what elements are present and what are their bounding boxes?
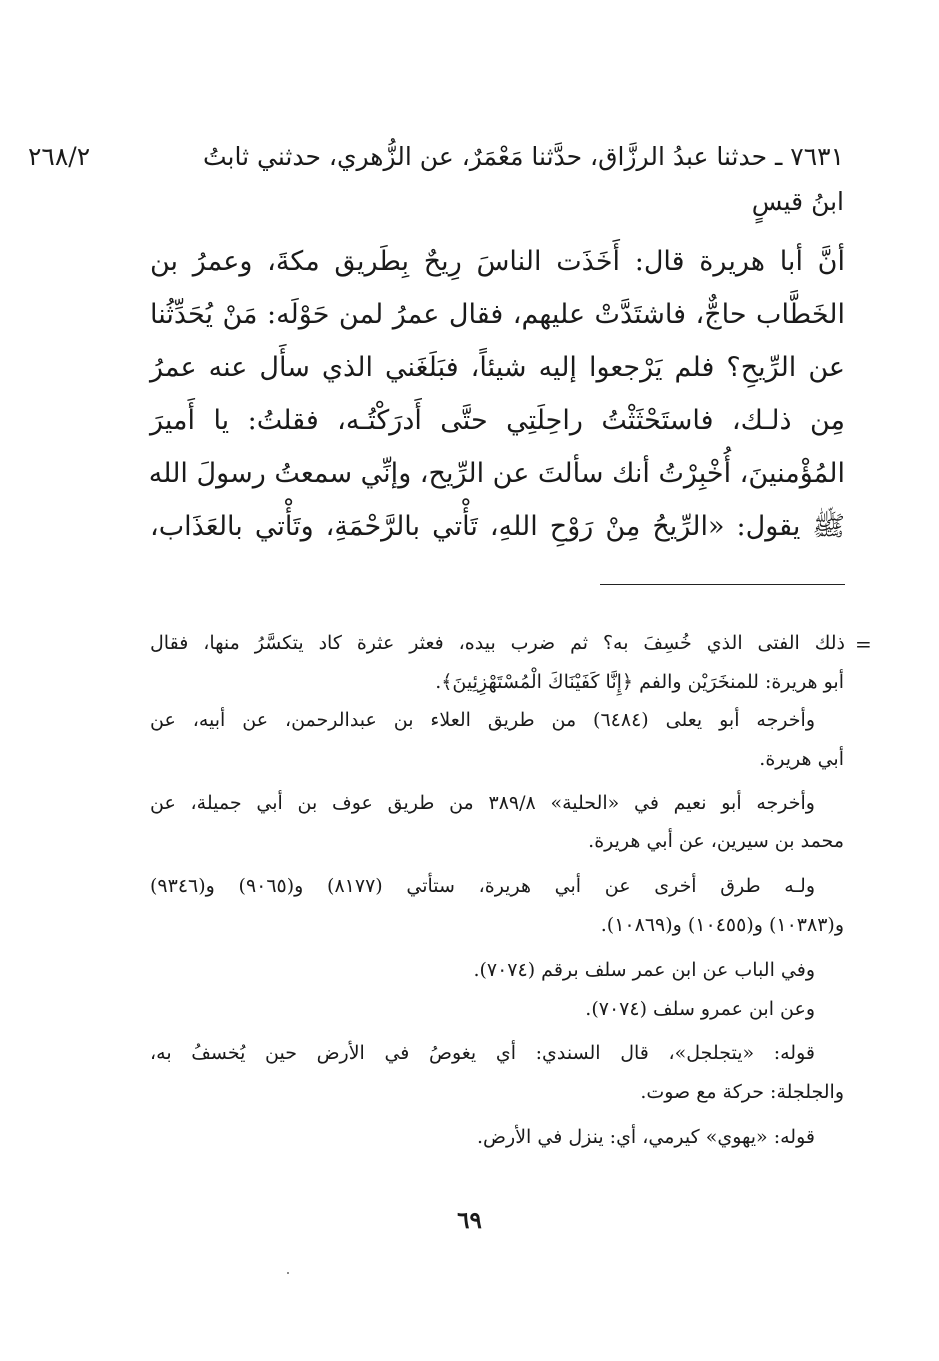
hadith-isnad-line-2: ابنُ قيسٍ: [751, 187, 844, 216]
footnote-line: وأخرجه أبو يعلى (٦٤٨٤) من طريق العلاء بن عبدالرحمن، عن أبيه، عن: [150, 709, 815, 731]
footnote-line: محمد بن سيرين، عن أبي هريرة.: [588, 830, 844, 852]
footnote-line: و(١٠٣٨٣) و(١٠٤٥٥) و(١٠٨٦٩).: [600, 914, 844, 936]
footnote-line: ولـه طرق أخرى عن أبي هريرة، ستأتي (٨١٧٧) و(٩٠٦٥) و(٩٣٤٦): [150, 875, 816, 897]
hadith-matn-line: عن الرِّيحِ؟ فلم يَرْجعوا إليه شيئاً، فبَلَغَني الذي سأَل عنه عمرُ: [150, 352, 845, 383]
footnote-line: وفي الباب عن ابن عمر سلف برقم (٧٠٧٤).: [473, 959, 815, 981]
footnote-line: وأخرجه أبو نعيم في «الحلية» ٣٨٩/٨ من طريق عوف بن أبي جميلة، عن: [150, 792, 815, 814]
continuation-mark: =: [855, 632, 872, 656]
footnote-line: وعن ابن عمرو سلف (٧٠٧٤).: [585, 998, 815, 1020]
page-number: ٦٩: [457, 1207, 482, 1234]
hadith-matn-line: مِن ذلـك، فاستَحْثَثْتُ راحِلَتِي حتَّى أَدرَكْتُـه، فقلتُ: يا أَميرَ: [150, 405, 845, 436]
footnote-separator: [600, 584, 845, 585]
hadith-matn-line: أنَّ أبا هريرة قال: أَخَذَت الناسَ رِيحٌ بِطَريق مكةَ، وعمرُ بن: [150, 246, 845, 277]
hadith-matn-line: المُؤْمنينَ، أُخْبِرْتُ أنك سألتَ عن الرِّيح، وإنِّي سمعتُ رسولَ الله: [148, 458, 845, 489]
footnote-line: أبو هريرة: للمنخَرَيْن والفم ﴿إِنَّا كَفَيْنَاكَ الْمُسْتَهْزِئِينَ﴾.: [435, 671, 844, 693]
footnote-line: أبي هريرة.: [759, 748, 844, 770]
footnote-line: ذلك الفتى الذي خُسِفَ به؟ ثم ضرب بيده، فعثر عثرة كاد يتكسَّرُ منها، فقال: [150, 632, 845, 654]
footnote-line: والجلجلة: حركة مع صوت.: [640, 1081, 844, 1103]
hadith-isnad-line-1: ٧٦٣١ ـ حدثنا عبدُ الرزَّاق، حدَّثنا مَعْمَرٌ، عن الزُّهري، حدثني ثابتُ: [202, 142, 844, 171]
hadith-matn-line: ﷺ يقول: «الرِّيحُ مِنْ رَوْحِ اللهِ، تَأْتي بالرَّحْمَةِ، وتَأْتي بالعَذَاب،: [150, 511, 845, 542]
scan-speck: [287, 1272, 289, 1274]
hadith-matn-line: الخَطَّاب حاجٌّ، فاشتَدَّتْ عليهم، فقال عمرُ لمن حَوْلَه: مَنْ يُحَدِّثُنا: [150, 299, 845, 330]
footnote-line: قوله: «يتجلجل»، قال السندي: أي يغوصُ في الأرض حين يُخسفُ به،: [150, 1042, 815, 1064]
volume-page-reference: ٢٦٨/٢: [28, 142, 91, 171]
footnote-line: قوله: «يهوي» كيرمي، أي: ينزل في الأرض.: [477, 1126, 815, 1148]
